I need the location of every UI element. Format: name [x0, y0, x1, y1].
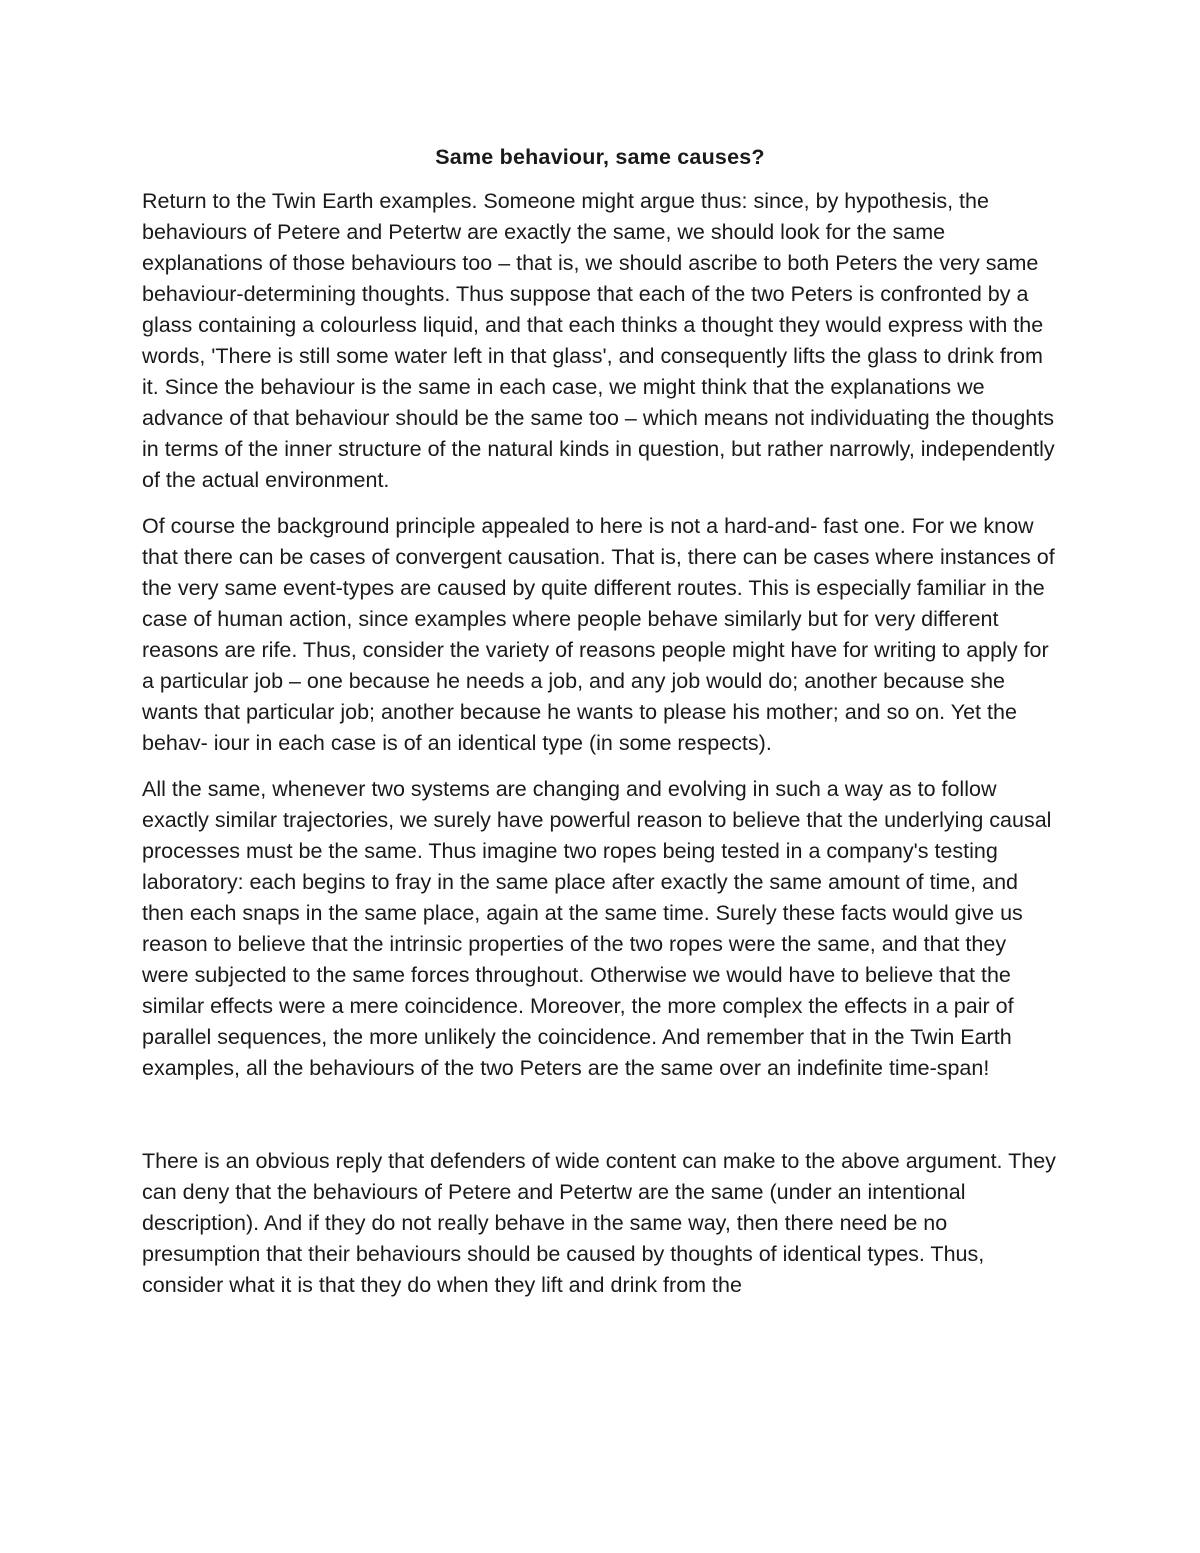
document-title: Same behaviour, same causes? — [435, 145, 765, 169]
document-body — [142, 142, 1058, 1316]
paragraph-1: Return to the Twin Earth examples. Someone might argue thus: since, by hypothesis, the behaviours of Petere and Petertw are exactly the same, we should look for the same explanations of those behaviours too – that is, we should ascribe to both Peters the very same behaviour-determining thoughts. Thus suppose that each of the two Peters is confronted by a glass containing a colourless liquid, and that each thinks a thought they would express with the words, 'There is still some water left in that glass', and consequently lifts the glass to drink from it. Since the behaviour is the same in each case, we might think that the explanations we advance of that behaviour should be the same too – which means not individuating the thoughts in terms of the inner structure of the natural kinds in question, but rather narrowly, independently of the actual environment. — [142, 189, 1055, 492]
paragraph-3: All the same, whenever two systems are changing and evolving in such a way as to follow exactly similar trajectories, we surely have powerful reason to believe that the underlying causal processes must be the same. Thus imagine two ropes being tested in a company's testing laboratory: each begins to fray in the same place after exactly the same amount of time, and then each snaps in the same place, again at the same time. Surely these facts would give us reason to believe that the intrinsic properties of the two ropes were the same, and that they were subjected to the same forces throughout. Otherwise we would have to believe that the similar effects were a mere coincidence. Moreover, the more complex the effects in a pair of parallel sequences, the more unlikely the coincidence. And remember that in the Twin Earth examples, all the behaviours of the two Peters are the same over an indefinite time-span! — [142, 777, 1052, 1080]
paragraph-4: There is an obvious reply that defenders of wide content can make to the above argument. They can deny that the behaviours of Petere and Petertw are the same (under an intentional description). And if they do not really behave in the same way, then there need be no presumption that their behaviours should be caused by thoughts of identical types. Thus, consider what it is that they do when they lift and drink from the — [142, 1149, 1056, 1297]
paragraph-2: Of course the background principle appealed to here is not a hard-and- fast one. For we know that there can be cases of convergent causation. That is, there can be cases where instances of the very same event-types are caused by quite different routes. This is especially familiar in the case of human action, since examples where people behave similarly but for very different reasons are rife. Thus, consider the variety of reasons people might have for writing to apply for a particular job – one because he needs a job, and any job would do; another because she wants that particular job; another because he wants to please his mother; and so on. Yet the behav- iour in each case is of an identical type (in some respects). — [142, 514, 1055, 755]
